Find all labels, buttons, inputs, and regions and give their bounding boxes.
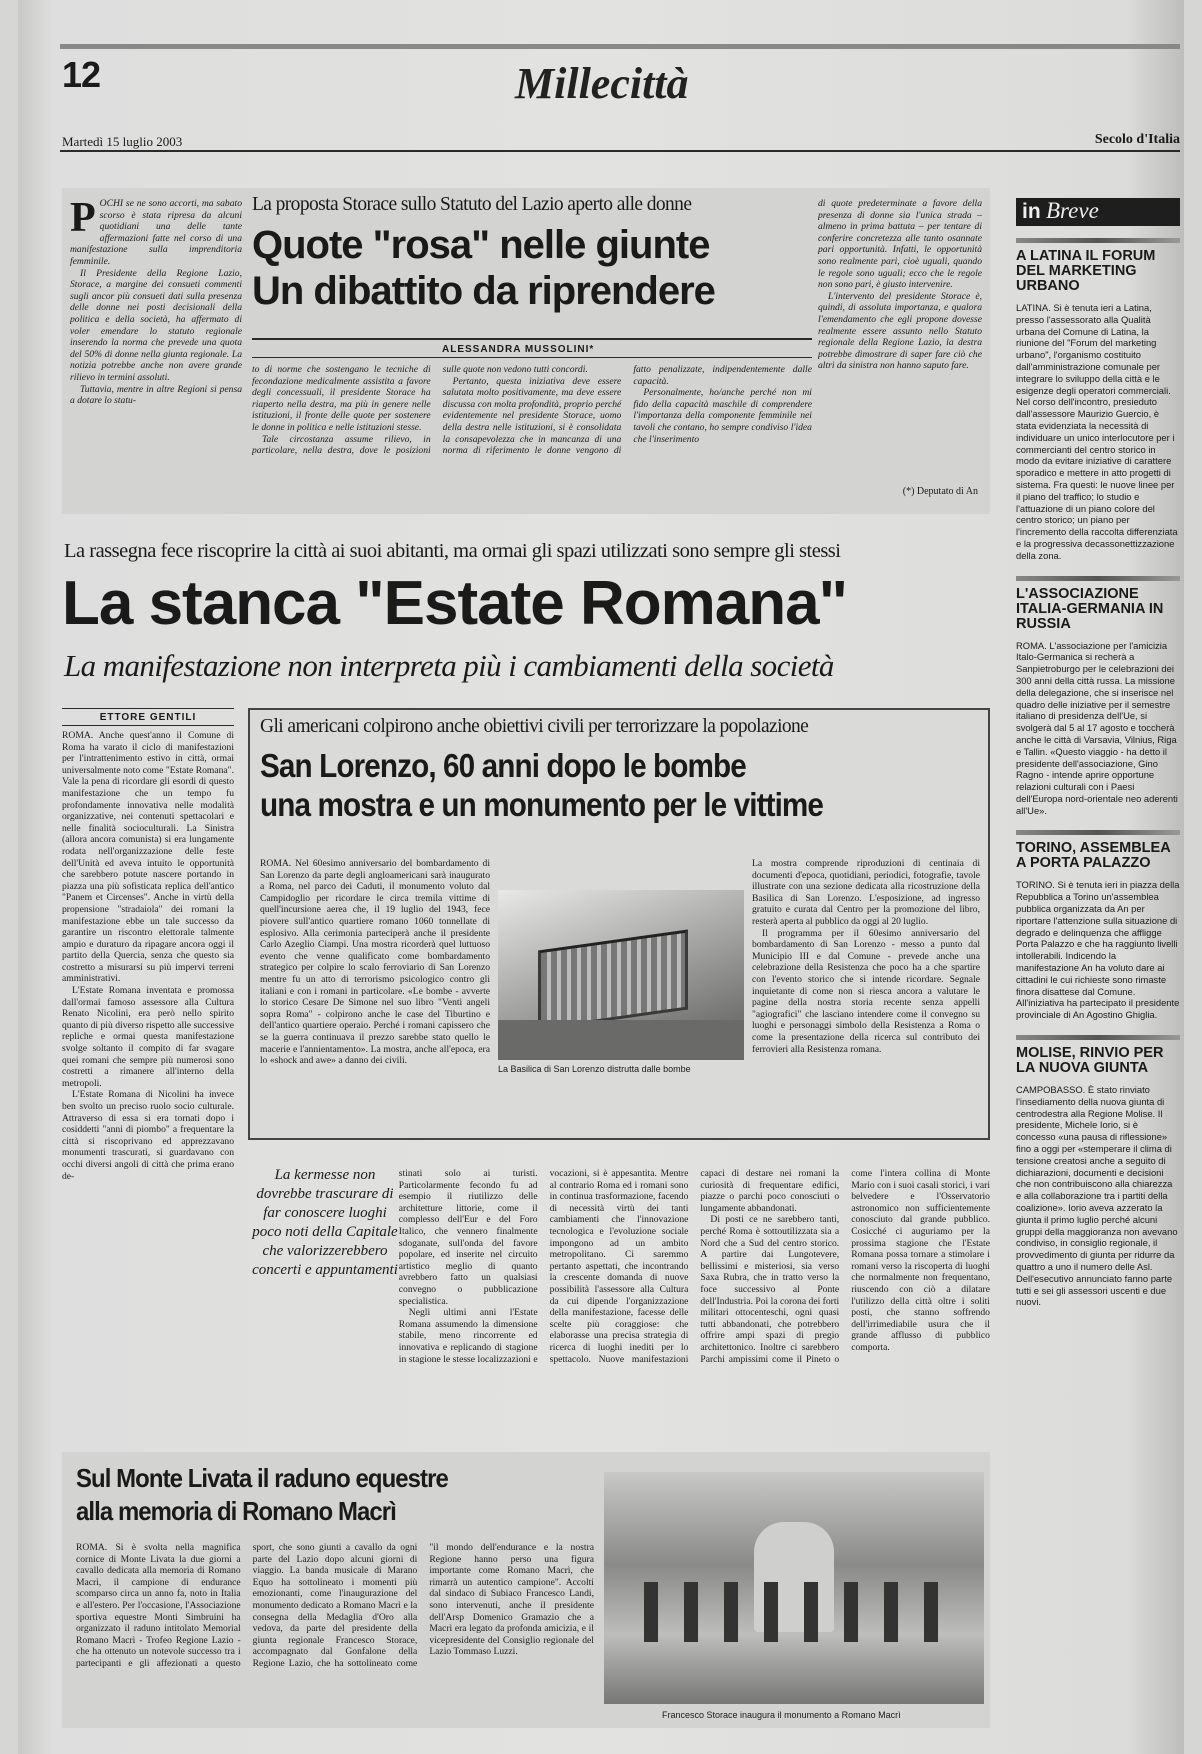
body-text: ROMA. Si è svolta nella magnifica cornice di Monte Livata la due giorni a cavallo dedicata alla memoria di Romano Macrì, il campione di endurance scomparso circa un anno fa, noto in Italia e all'estero. Per l'occasione, l'Associazione sportiva equestre Monti Simbruini ha organizzato il raduno intitolato Memorial Romano Macrì - Trofeo Regione Lazio - che ha ottenuto un notevole successo tra i partecipanti e gli affezionati a questo sport, che sono giunti a cavallo da ogni parte del Lazio dopo alcuni giorni di viaggio. La banda musicale di Marano Equo ha sottolineato i momenti più emozionanti, come l'inaugurazione del monumento dedicato a Romano Macrì e la consegna della Medaglia d'Oro alla vedova, da parte del presidente della giunta regionale Francesco Storace, accompagnato dal Gonfalone della Regione Lazio, che ha sottolineato come "il mondo dell'endurance e la nostra Regione hanno perso una figura importante come Romano Macrì, che rimarrà un autentico campione". Accolti dal sindaco di Subiaco Francesco Landi, sono intervenuti, anche il presidente dell'Arsp Domenico Gramazio che a Macrì era legato da profonda amicizia, e il vicepresidente del Consiglio regionale del Lazio Tommaso Luzzi.	[76, 1542, 594, 1669]
section-title: Millecittà	[515, 59, 689, 108]
monument-photo	[604, 1472, 984, 1704]
body-col-3: La mostra comprende riproduzioni di centinaia di documenti d'epoca, quotidiani, periodici, fotografie, tavole illustrate con una sezione dedicata alla ricostruzione della Basilica di San Lorenzo. L'esposizione, ad ingresso gratuito e curata dal Centro per la promozione del libro, resterà aperta al pubblico da oggi al 20 luglio. Il programma per il 60esimo anniversario del bombardamento di San Lorenzo - messo a punto dal Municipio III e dal Comune - prevede anche una celebrazione della Resistenza che poco ha a che spartire con l'evento storico che si intende ricordare. Segnale inquietante di come non si riesca ancora a valutare le pagine della nostra storia recente senza appelli "agiografici" che lasciano intendere come il convegno su luoghi e personaggi simbolo della Resistenza a Roma o come la presentazione della ricerca sul contributo dei ferrovieri alla Resistenza romana.	[752, 858, 980, 1055]
headline: San Lorenzo, 60 anni dopo le bombe una mostra e un monumento per le vittime	[260, 747, 824, 823]
san-lorenzo-article	[248, 708, 990, 1140]
body-col-1: ROMA. Nel 60esimo anniversario del bombardamento di San Lorenzo da parte degli angloamericani sarà inaugurato a Roma, nel parco dei Caduti, il monumento voluto dal Campidoglio per ricordare le circa tremila vittime di quell'incursione aerea che, il 19 luglio del 1943, fece piovere sull'antico quartiere romano 1060 tonnellate di esplosivo. Alla cerimonia parteciperà anche il presidente Carlo Azeglio Ciampi. Una mostra ricorderà quel luttuoso evento che venne qualificato come bombardamento strategico per colpire lo scalo ferroviario di San Lorenzo mentre fu un atto di terrorismo psicologico contro gli italiani e con i romani in particolare. «Le bombe - avverte lo storico Cesare De Simone nel suo libro "Venti angeli sopra Roma" - colpirono anche le case del Tiburtino e dell'antico quartiere operaio. Perché i romani capissero che se la guerra continuava il prezzo sarebbe stato quello le macerie e l'annientamento». La mostra, anche all'epoca, era lo «shock and awe» a danno dei civili.	[260, 858, 490, 1067]
photo-caption: La Basilica di San Lorenzo distrutta dalle bombe	[498, 1064, 691, 1074]
date-rule	[60, 150, 1180, 152]
quote-rosa-article	[62, 188, 990, 514]
livata-article	[62, 1452, 990, 1728]
in-breve-column	[1016, 238, 1180, 1738]
estate-body-bottom: stinati solo ai turisti. Particolarmente fecondo fu ad esempio il riutilizzo delle architetture littorie, come il complesso dell'Eur e del Foro Italico, che vennero finalmente sdoganate, sull'onda del favore popolare, ed inserite nel circuito artistico meglio di quanto avrebbero fatto un qualsiasi convegno o pubblicazione specialistica. Negli ultimi anni l'Estate Romana assumendo la dimensione stabile, meno rincorrente ed innovativa e replicando di stagione in stagione le stesse localizzazioni e vocazioni, si è appesantita. Mentre al contrario Roma ed i romani sono in continua trasformazione, facendo di necessità virtù dei tanti cambiamenti che l'innovazione tecnologica e l'evoluzione sociale impongono ad un ambito metropolitano. Ci saremmo pertanto aspettati, che incontrando la crescente domanda di nuove possibilità l'assessore alla Cultura da cui dipende l'organizzazione della manifestazione, facesse delle scelte più coraggiose: che elaborasse una precisa strategia di ricerca di luoghi inediti per lo spettacolo. Nuove manifestazioni capaci di destare nei romani la curiosità di frequentare edifici, piazze o parchi poco conosciuti o lungamente abbandonati. Di posti ce ne sarebbero tanti, perché Roma è sottoutilizzata sia a Nord che a Sud del centro storico. A partire dai Lungotevere, bellissimi e misteriosi, sia verso Saxa Rubra, che in tratto verso la foce successivo al Ponte dell'Industria. Poi la corona dei forti militari ottocenteschi, ogni quasi tutti abbandonati, che potrebbero offrire ampi spazi di pregio architettonico. Inoltre ci sarebbero Parchi ampissimi come il Pineto o come l'intera collina di Monte Mario con i suoi casali storici, i vari belvedere e l'Osservatorio astronomico non sufficientemente conosciuto dal grande pubblico. Cosicché ci auguriamo per la prossima stagione che l'Estate Romana possa tornare a stimolare i romani verso la riscoperta di luoghi che normalmente non frequentano, riuscendo con ciò a dilatare l'utilizzo della città oltre i soliti posti, che stanno soffrendo dell'irrimediabile usura che il grande afflusso di pubblico comporta.	[398, 1168, 990, 1365]
paper-name: Secolo d'Italia	[1094, 132, 1180, 147]
breve-item: A LATINA IL FORUM DEL MARKETING URBANO LATINA. Si è tenuta ieri a Latina, presso l'assessorato alla Qualità urbana del Comune di Latina, la riunione del "Forum del marketing urbano", l'organismo costituito dall'amministrazione comunale per integrare lo sviluppo della città e le esigenze degli operatori commerciali. Nel corso dell'incontro, presieduto dall'assessore Maurizio Guercio, è stata evidenziata la necessità di individuare un unico interlocutore per i commercianti del centro storico in modo da evitare iniziative di carattere sporadico e mettere in atto progetti di sistema. Fra questi: le nuove linee per il piano del traffico; lo studio e l'attuazione di un piano colore del centro storico; un piano per l'incremento della raccolta differenziata e la progressiva decassonettizzazione della zona.	[1016, 238, 1180, 562]
estate-subtitle: La manifestazione non interpreta più i cambiamenti della società	[64, 648, 834, 683]
breve-item: L'ASSOCIAZIONE ITALIA-GERMANIA IN RUSSIA ROMA. L'associazione per l'amicizia Italo-Germanica si recherà a Sanpietroburgo per le celebrazioni dei 300 anni della città russa. La missione della delegazione, che si inserisce nel quadro delle iniziative per il semestre italiano di presidenza dell'Ue, si svolgerà dal 5 al 17 agosto e toccherà anche le città di Varsavia, Vilnius, Riga e Tallin. «Questo viaggio - ha detto il presidente dell'associazione, Gino Ragno - intende aprire opportune relazioni culturali con i Paesi dell'Europa nord-orientale neo aderenti all'Ue».	[1016, 576, 1180, 817]
side-text: di quote predeterminate a favore della presenza di donne sia l'unica strada – almeno in prima battuta – per tentare di conferire concretezza alle tanto osannate pari opportunità. Infatti, le opportunità sono realmente pari, cioè uguali, quando le regole sono uguali; ecco che le regole non sono pari, è giusto intervenire. L'intervento del presidente Storace è, quindi, di assoluta importanza, e qualora l'emendamento che egli propone dovesse realmente essere assunto nello Statuto regionale della Regione Lazio, la destra potrebbe dimostrare di saper fare ciò che altri da sinistra non hanno saputo fare.	[818, 198, 982, 372]
people-group	[644, 1582, 944, 1642]
byline: ALESSANDRA MUSSOLINI*	[442, 344, 595, 355]
basilica-photo	[498, 890, 744, 1060]
issue-date: Martedì 15 luglio 2003	[62, 134, 183, 149]
kicker: La proposta Storace sullo Statuto del Lazio aperto alle donne	[252, 194, 692, 215]
intro-text: P OCHI se ne sono accorti, ma sabato scorso è stata ripresa da alcuni quotidiani una delle tante affermazioni fatte nel corso di una manifestazione sulla imprenditoria femminile. Il Presidente della Regione Lazio, Storace, a margine dei consueti commenti sugli ancor più consueti dati sulla presenza delle donne nei posti decisionali della politica e della società, ha affermato di voler emendare lo statuto regionale inserendo la norma che prevede una quota del 50% di donne nella giunta regionale. La notizia potrebbe anche non avere grande rilievo in termini assoluti. Tuttavia, mentre in altre Regioni si pensa a dotare lo statu-	[70, 198, 242, 407]
breve-item: TORINO, ASSEMBLEA A PORTA PALAZZO TORINO. Si è tenuta ieri in piazza della Repubblica a Torino un'assemblea pubblica organizzata da An per riportare l'attenzione sulla situazione di degrado e delinquenza che affligge Porta Palazzo e che ha raggiunto livelli intollerabili. Indicendo la manifestazione An ha voluto dare ai cittadini le cui richieste sono rimaste finora disattese dal Comune. All'iniziativa ha partecipato il presidente provinciale di An Agostino Ghiglia.	[1016, 830, 1180, 1021]
footnote: (*) Deputato di An	[902, 486, 978, 497]
headline: Sul Monte Livata il raduno equestre alla memoria di Romano Macrì	[76, 1463, 448, 1526]
body-text: to di norme che sostengano le tecniche di fecondazione medicalmente assistita a favore degli concessuali, il presidente Storace ha riaperto nella destra, ma più in genere nelle istituzioni, il fronte delle quote per sostenere le donne in politica e nelle istituzioni stesse. Tale circostanza assume rilievo, in particolare, nella destra, dove le posizioni sulle quote non vedono tutti concordi. Pertanto, questa iniziativa deve essere salutata molto positivamente, ma deve essere discussa con molta profondità, proprio perché evidentemente nel presidente Storace, uomo della destra nelle istituzioni, si è consolidata la consapevolezza che in mancanza di una norma di riferimento le donne vengono di fatto penalizzate, indipendentemente dalle capacità. Personalmente, ho/anche perché non mi fido della capacità maschile di comprendere l'importanza della componente femminile nei tavoli che contano, ho sempre condiviso l'idea che l'inserimento	[252, 364, 812, 457]
headline: Quote "rosa" nelle giunte Un dibattito da riprendere	[252, 223, 715, 313]
estate-byline: ETTORE GENTILI	[99, 712, 197, 723]
in-breve-logo: in Breve	[1016, 198, 1180, 226]
photo-caption: Francesco Storace inaugura il monumento a Romano Macrì	[662, 1710, 901, 1720]
kicker: Gli americani colpirono anche obiettivi civili per terrorizzare la popolazione	[260, 716, 809, 737]
body-col-2	[498, 1080, 744, 1132]
estate-headline: La stanca "Estate Romana"	[62, 569, 847, 638]
breve-item: MOLISE, RINVIO PER LA NUOVA GIUNTA CAMPOBASSO. È stato rinviato l'insediamento della nuova giunta di centrodestra alla Regione Molise. Il presidente, Michele Iorio, si è concesso «una pausa di riflessione» fino a oggi per «stemperare il clima di tensione creatosi anche a seguito di dichiarazioni, documenti e decisioni che non contribuiscono alla chiarezza e alla collaborazione tra i partiti della coalizione». Iorio aveva azzerato la giunta il primo luglio perché alcuni gruppi della maggioranza non avevano condiviso, in consiglio regionale, il provvedimento di giunta per ridurre da quattro a uno il numero delle Asl. Dell'esecutivo annunciato fanno parte tutti e sei gli assessori uscenti e due nuovi.	[1016, 1035, 1180, 1308]
drop-cap: P	[70, 198, 96, 241]
estate-body-left: ROMA. Anche quest'anno il Comune di Roma ha varato il ciclo di manifestazioni per l'intrattenimento estivo in città, ormai universalmente noto come "Estate Romana". Vale la pena di ricordare gli esordi di questo manifestazione che un tempo fu profondamente innovativa nelle modalità organizzative, nei contenuti spettacolari e nelle finalità socioculturali. La Sinistra (allora ancora comunista) si era lungamente rodata nell'organizzazione delle feste dell'Unità ed aveva intuito le opportunità che sarebbero potute nascere portando in piazza una più sofisticata replica dell'antico "Panem et Circenses". Anche in virtù della propensione "stradaiola" dei romani la manifestazione ebbe un tale successo da garantire un riscontro elettorale talmente ampio e duraturo da ripagare ancora oggi il partito della Quercia, senza che questo sia costretto a misurarsi su più impervi terreni amministrativi. L'Estate Romana inventata e promossa dall'ormai famoso assessore alla Cultura Renato Nicolini, era però nello spirito quanto di più diverso rispetto alle successive repliche e ormai questa manifestazione svolge soltanto il compito di far svagare quei romani che sempre più numerosi sono costretti a rimanere all'interno della metropoli. L'Estate Romana di Nicolini ha invece ben svolto un preciso ruolo socio culturale. Attraverso di essa si era tornati dopo i cosiddetti "anni di piombo" a frequentare la città si riscoprivano ed apprezzavano monumenti trascurati, si guardavano con occhi diversi angoli di città che prima erano de-	[62, 730, 234, 1182]
pull-quote: La kermesse non dovrebbe trascurare di far conoscere luoghi poco noti della Capitale che valorizzerebbero concerti e appuntamenti	[252, 1167, 398, 1278]
page-number: 12	[62, 54, 101, 95]
ruin-shape	[538, 929, 688, 1030]
top-rule	[60, 44, 1180, 49]
estate-kicker: La rassegna fece riscoprire la città ai suoi abitanti, ma ormai gli spazi utilizzati sono sempre gli stessi	[64, 540, 841, 562]
